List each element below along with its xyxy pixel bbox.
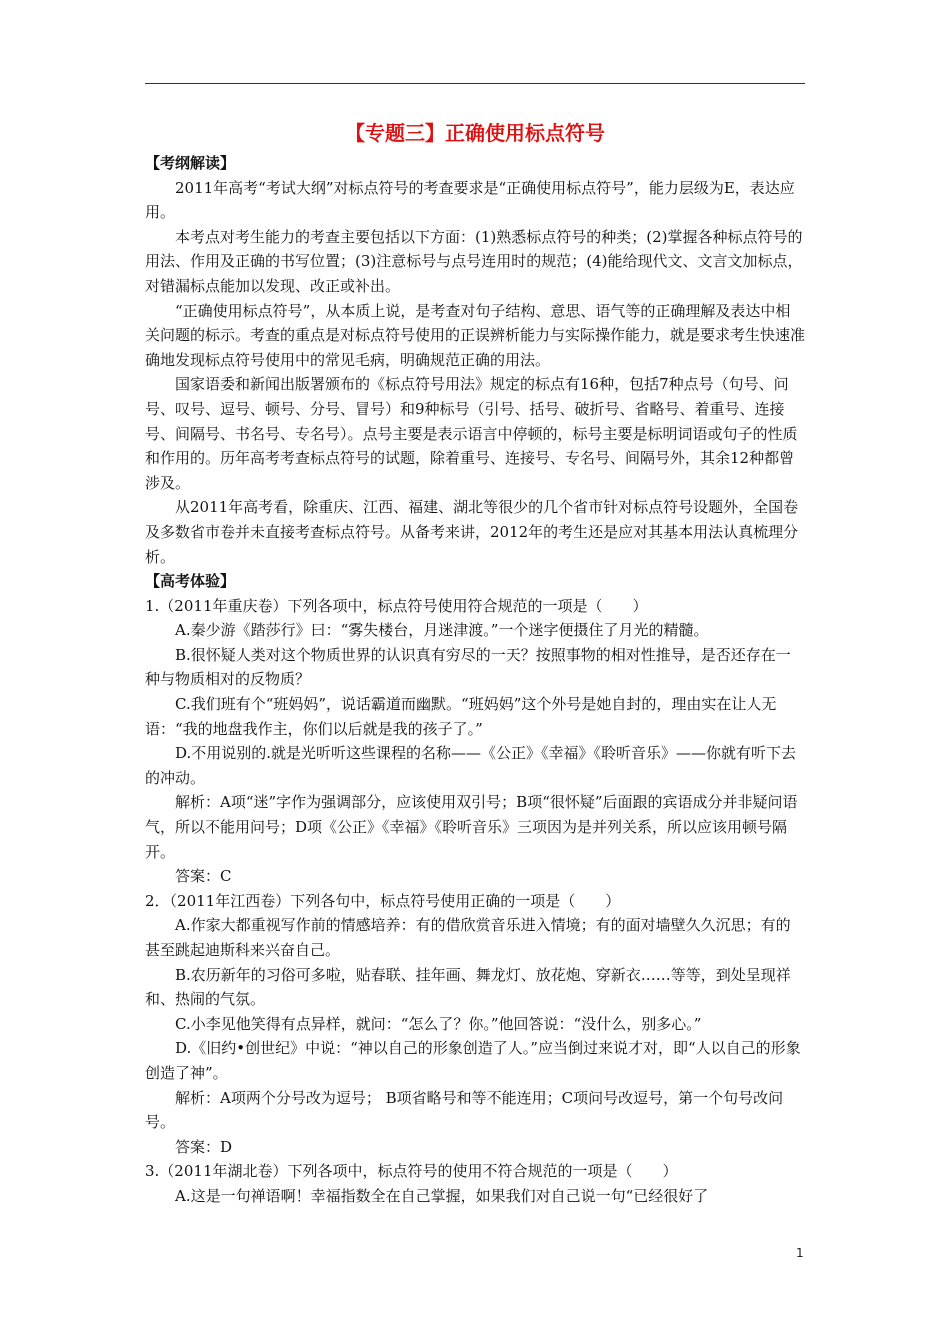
question-2-option-b: B.农历新年的习俗可多啦，贴春联、挂年画、舞龙灯、放花炮、穿新衣……等等，到处呈现祥和、热闹的气氛。 [145, 965, 791, 1009]
document-body [145, 118, 805, 1209]
paragraph: 2011年高考“考试大纲”对标点符号的考查要求是“正确使用标点符号”，能力层级为E，表达应用。 [145, 178, 795, 222]
question-1-option-a: A.秦少游《踏莎行》曰：“雾失楼台，月迷津渡。”一个迷字便摄住了月光的精髓。 [175, 621, 709, 640]
question-2-answer: 答案：D [175, 1137, 233, 1156]
paragraph: 国家语委和新闻出版署颁布的《标点符号用法》规定的标点有16种，包括7种点号（句号、问号、叹号、逗号、顿号、分号、冒号）和9种标号（引号、括号、破折号、省略号、着重号、连接号、间隔号、书名号、专名号）。点号主要是表示语言中停顿的，标号主要是标明词语或句子的性质和作用的。历年高考考查标点符号的试题，除着重号、连接号、专名号、间隔号外，其余12种都曾涉及。 [145, 375, 798, 492]
paragraph: “正确使用标点符号”，从本质上说，是考查对句子结构、意思、语气等的正确理解及表达中相关问题的标示。考查的重点是对标点符号使用的正误辨析能力与实际操作能力，就是要求考生快速准确地发现标点符号使用中的常见毛病，明确规范正确的用法。 [145, 301, 806, 369]
question-1-option-d: D.不用说别的.就是光听听这些课程的名称——《公正》《幸福》《聆听音乐》——你就有听下去的冲动。 [145, 744, 797, 787]
question-2-option-d: D.《旧约•创世纪》中说：“神以自己的形象创造了人。”应当倒过来说才对，即“人以自己的形象创造了神”。 [145, 1039, 801, 1082]
section-heading-exam-experience: 【高考体验】 [145, 572, 236, 591]
section-heading-syllabus: 【考纲解读】 [145, 154, 236, 172]
header-rule [145, 83, 805, 84]
question-1-stem: 1.（2011年重庆卷）下列各项中，标点符号使用符合规范的一项是（ ） [145, 596, 648, 615]
question-2-option-a: A.作家大都重视写作前的情感培养：有的借欣赏音乐进入情境；有的面对墙壁久久沉思；有的甚至跳起迪斯科来兴奋自己。 [145, 916, 791, 959]
question-2-stem: 2．（2011年江西卷）下列各句中，标点符号使用正确的一项是（ ） [145, 891, 621, 910]
question-3-option-a: A.这是一句禅语啊！幸福指数全在自己掌握，如果我们对自己说一句“已经很好了 [175, 1186, 709, 1205]
page-title: 【专题三】正确使用标点符号 [345, 121, 605, 145]
page-number: 1 [796, 1246, 804, 1260]
question-1-analysis: 解析：A项“迷”字作为强调部分，应该使用双引号；B项“很怀疑”后面跟的宾语成分并非疑问语气，所以不能用问号；D项《公正》《幸福》《聆听音乐》三项因为是并列关系，所以应该用顿号隔开。 [145, 793, 798, 861]
question-3-stem: 3.（2011年湖北卷）下列各项中，标点符号的使用不符合规范的一项是（ ） [145, 1162, 678, 1181]
question-1-option-b: B.很怀疑人类对这个物质世界的认识真有穷尽的一天？按照事物的相对性推导，是否还存在一种与物质相对的反物质？ [145, 645, 791, 689]
question-1-answer: 答案：C [175, 867, 232, 886]
question-2-option-c: C.小李见他笑得有点异样，就问：“怎么了？你。”他回答说：“没什么，别多心。” [175, 1014, 702, 1033]
paragraph: 本考点对考生能力的考查主要包括以下方面：(1)熟悉标点符号的种类；(2)掌握各种标点符号的用法、作用及正确的书写位置；(3)注意标号与点号连用时的规范；(4)能给现代文、文言文加标点，对错漏标点能加以发现、改正或补出。 [145, 227, 803, 295]
question-1-option-c: C.我们班有个“班妈妈”，说话霸道而幽默。“班妈妈”这个外号是她自封的，理由实在让人无语：“我的地盘我作主，你们以后就是我的孩子了。” [145, 695, 777, 738]
question-2-analysis: 解析：A项两个分号改为逗号； B项省略号和等不能连用；C项问号改逗号，第一个句号改问号。 [145, 1088, 784, 1132]
paragraph: 从2011年高考看，除重庆、江西、福建、湖北等很少的几个省市针对标点符号设题外，全国卷及多数省市卷并未直接考查标点符号。从备考来讲，2012年的考生还是应对其基本用法认真梳理分析。 [145, 498, 799, 566]
